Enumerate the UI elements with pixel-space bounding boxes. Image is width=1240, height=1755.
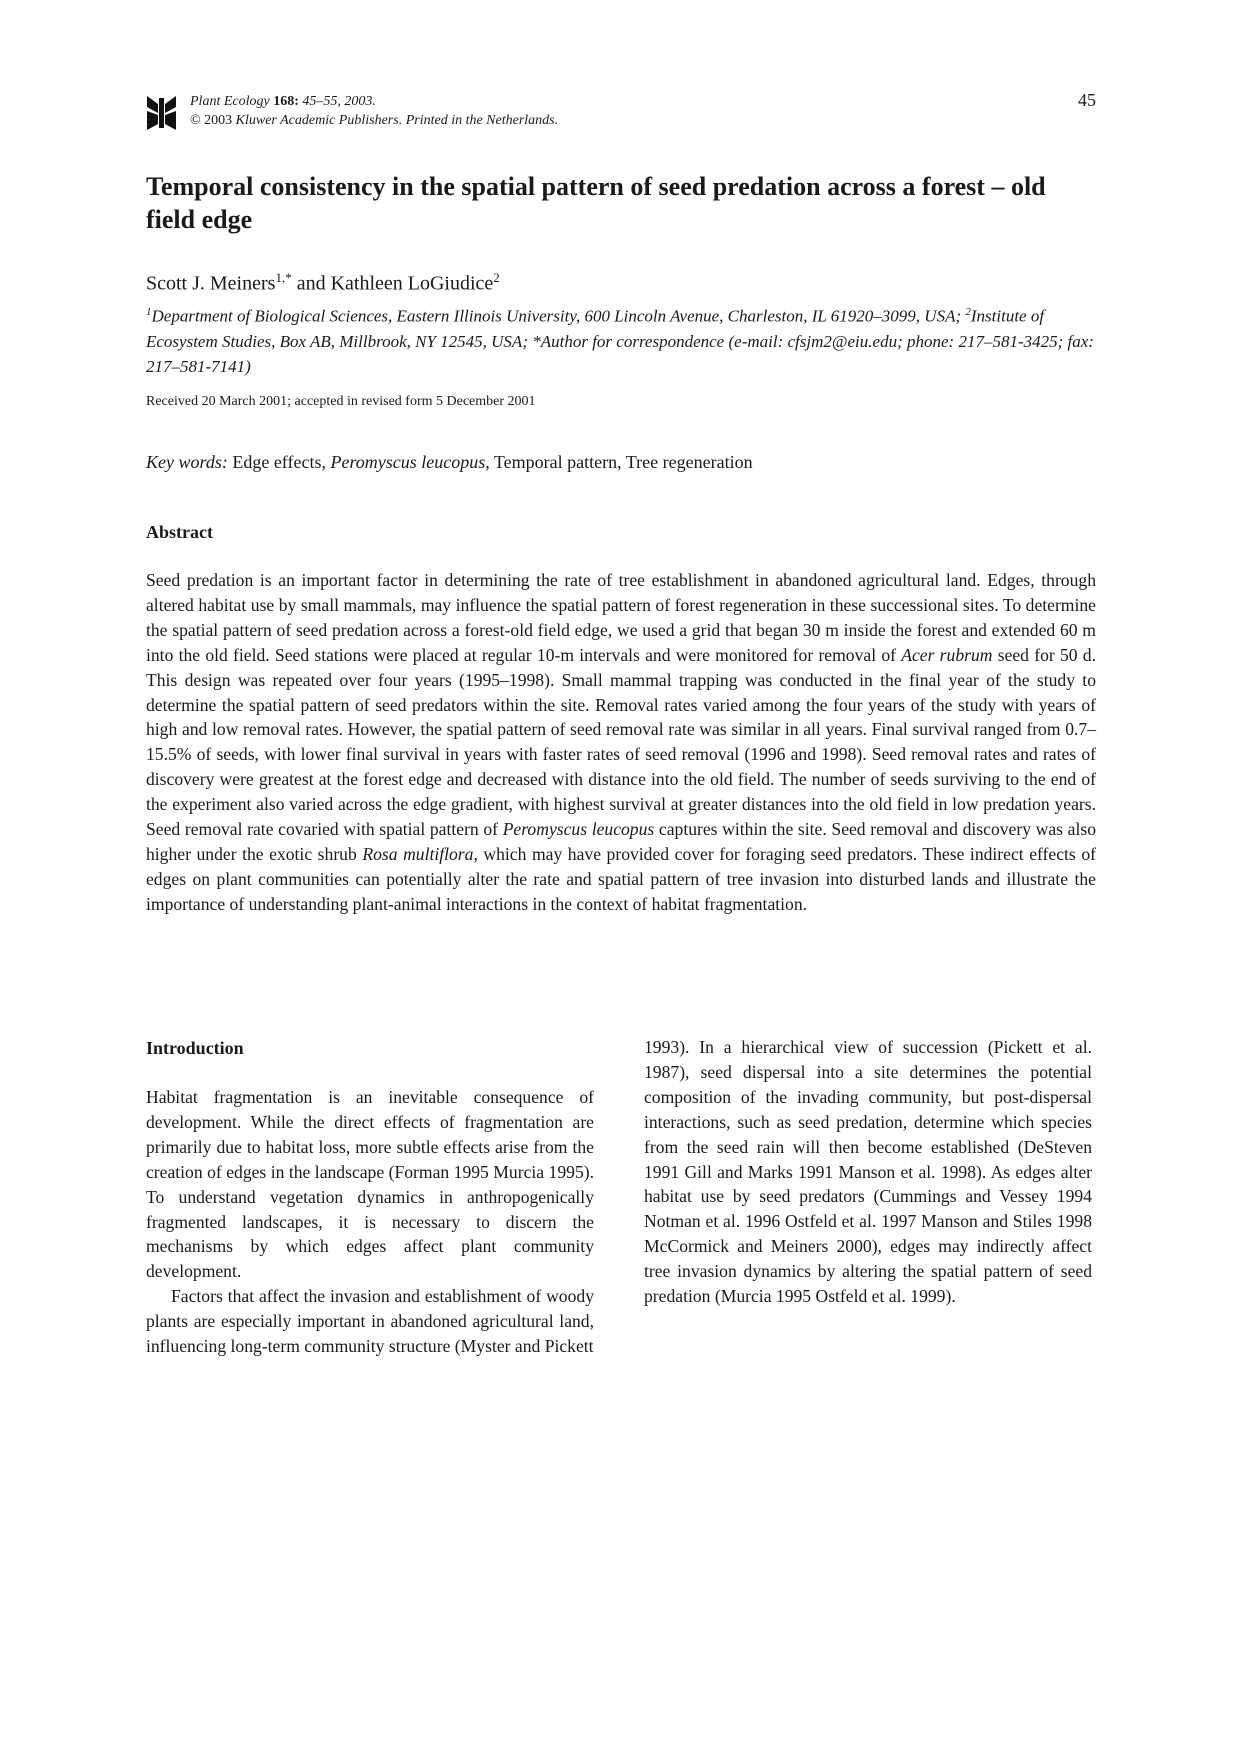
author-superscript: 1,* — [275, 270, 292, 285]
author-line — [146, 270, 1096, 296]
introduction-heading: Introduction — [146, 1038, 244, 1058]
keyword: Peromyscus leucopus — [330, 452, 486, 472]
copyright-year: 2003 — [204, 113, 233, 128]
journal-pages: 45–55, 2003. — [302, 94, 376, 109]
abstract-segment: seed for 50 d. This design was repeated over four years (1995–1998). Small mammal trapping was conducted in the final year of the study to determine the spatial pattern of seed predators within the site. Removal rates varied among the four years of the study with years of high and low removal rates. However, the spatial pattern of seed removal rate was similar in all years. Final survival ranged from 0.7–15.5% of seeds, with lower final survival in years with faster rates of seed removal (1996 and 1998). Seed removal rates and rates of discovery were greatest at the forest edge and decreased with distance into the old field. The number of seeds surviving to the end of the experiment also varied across the edge gradient, with highest survival at greater distances into the old field in low predation years. Seed removal rate covaried with spatial pattern of — [146, 644, 1096, 840]
keywords — [146, 452, 1096, 473]
keyword: , Temporal pattern, Tree regeneration — [485, 452, 753, 472]
species-name: Acer rubrum — [901, 644, 993, 665]
received-dates: Received 20 March 2001; accepted in revised form 5 December 2001 — [146, 394, 536, 409]
introduction-column-right — [644, 1035, 1092, 1309]
intro-paragraph: Habitat fragmentation is an inevitable consequence of development. While the direct effects of fragmentation are primarily due to habitat loss, more subtle effects arise from the creation of edges in the landscape (Forman 1995 Murcia 1995). To understand vegetation dynamics in anthropogenically fragmented landscapes, it is necessary to discern the mechanisms by which edges affect plant community development. — [146, 1087, 594, 1282]
affiliation-text: Institute of Ecosystem Studies, Box AB, Millbrook, NY 12545, USA; *Author for correspondence (e-mail: cfsjm2@eiu.edu; phone: 217–581-3425; fax: 217–581-7141) — [146, 306, 1094, 376]
keyword: Edge effects, — [232, 452, 326, 472]
species-name: Peromyscus leucopus — [502, 819, 655, 840]
copyright-symbol: © — [190, 113, 201, 128]
intro-paragraph: Factors that affect the invasion and establishment of woody plants are especially important in abandoned agricultural land, influencing long-term community structure (Myster and Pickett — [146, 1286, 594, 1357]
abstract-heading: Abstract — [146, 522, 213, 542]
author-name: Scott J. Meiners — [146, 272, 276, 295]
abstract-segment: , which may have provided cover for foraging seed predators. These indirect effects of edges on plant communities can potentially alter the rate and spatial pattern of tree invasion into disturbed lands and illustrate the importance of understanding plant-animal interactions in the context of habitat fragmentation. — [146, 843, 1096, 914]
abstract-text — [146, 568, 1096, 917]
keywords-label: Key words: — [146, 452, 228, 472]
publisher-logo-icon — [146, 94, 177, 132]
abstract-segment: captures within the site. Seed removal and discovery was also higher under the exotic shrub — [146, 819, 1097, 864]
author-conjunction: and — [296, 272, 326, 295]
species-name: Rosa multiflora — [362, 843, 474, 864]
publisher-line: Kluwer Academic Publishers. Printed in the Netherlands. — [235, 113, 559, 128]
article-title: Temporal consistency in the spatial pattern of seed predation across a forest – old field edge — [146, 172, 1046, 234]
affiliation-text: Department of Biological Sciences, Eastern Illinois University, 600 Lincoln Avenue, Charleston, IL 61920–3099, USA; — [151, 306, 966, 326]
journal-citation — [190, 92, 558, 130]
journal-volume: 168: — [273, 94, 299, 109]
author-name: Kathleen LoGiudice — [330, 272, 494, 295]
journal-name: Plant Ecology — [190, 94, 270, 109]
intro-paragraph-continued: 1993). In a hierarchical view of succession (Pickett et al. 1987), seed dispersal into a site determines the potential composition of the invading community, but post-dispersal interactions, such as seed predation, determine which species from the seed rain will then become established (DeSteven 1991 Gill and Marks 1991 Manson et al. 1998). As edges alter habitat use by seed predators (Cummings and Vessey 1994 Notman et al. 1996 Ostfeld et al. 1997 Manson and Stiles 1998 McCormick and Meiners 2000), edges may indirectly affect tree invasion dynamics by altering the spatial pattern of seed predation (Murcia 1995 Ostfeld et al. 1999). — [644, 1037, 1092, 1307]
author-superscript: 2 — [493, 270, 500, 285]
running-header — [146, 86, 1096, 136]
introduction-column-left — [146, 1085, 594, 1359]
abstract-segment: Seed predation is an important factor in determining the rate of tree establishment in abandoned agricultural land. Edges, through altered habitat use by small mammals, may influence the spatial pattern of forest regeneration in these successional sites. To determine the spatial pattern of seed predation across a forest-old field edge, we used a grid that began 30 m inside the forest and extended 60 m into the old field. Seed stations were placed at regular 10-m intervals and were monitored for removal of — [146, 570, 1096, 665]
affiliation-marker: 2 — [965, 306, 971, 318]
affiliation-marker: 1 — [146, 306, 152, 318]
affiliations — [146, 300, 1096, 379]
page-number: 45 — [1078, 90, 1096, 110]
